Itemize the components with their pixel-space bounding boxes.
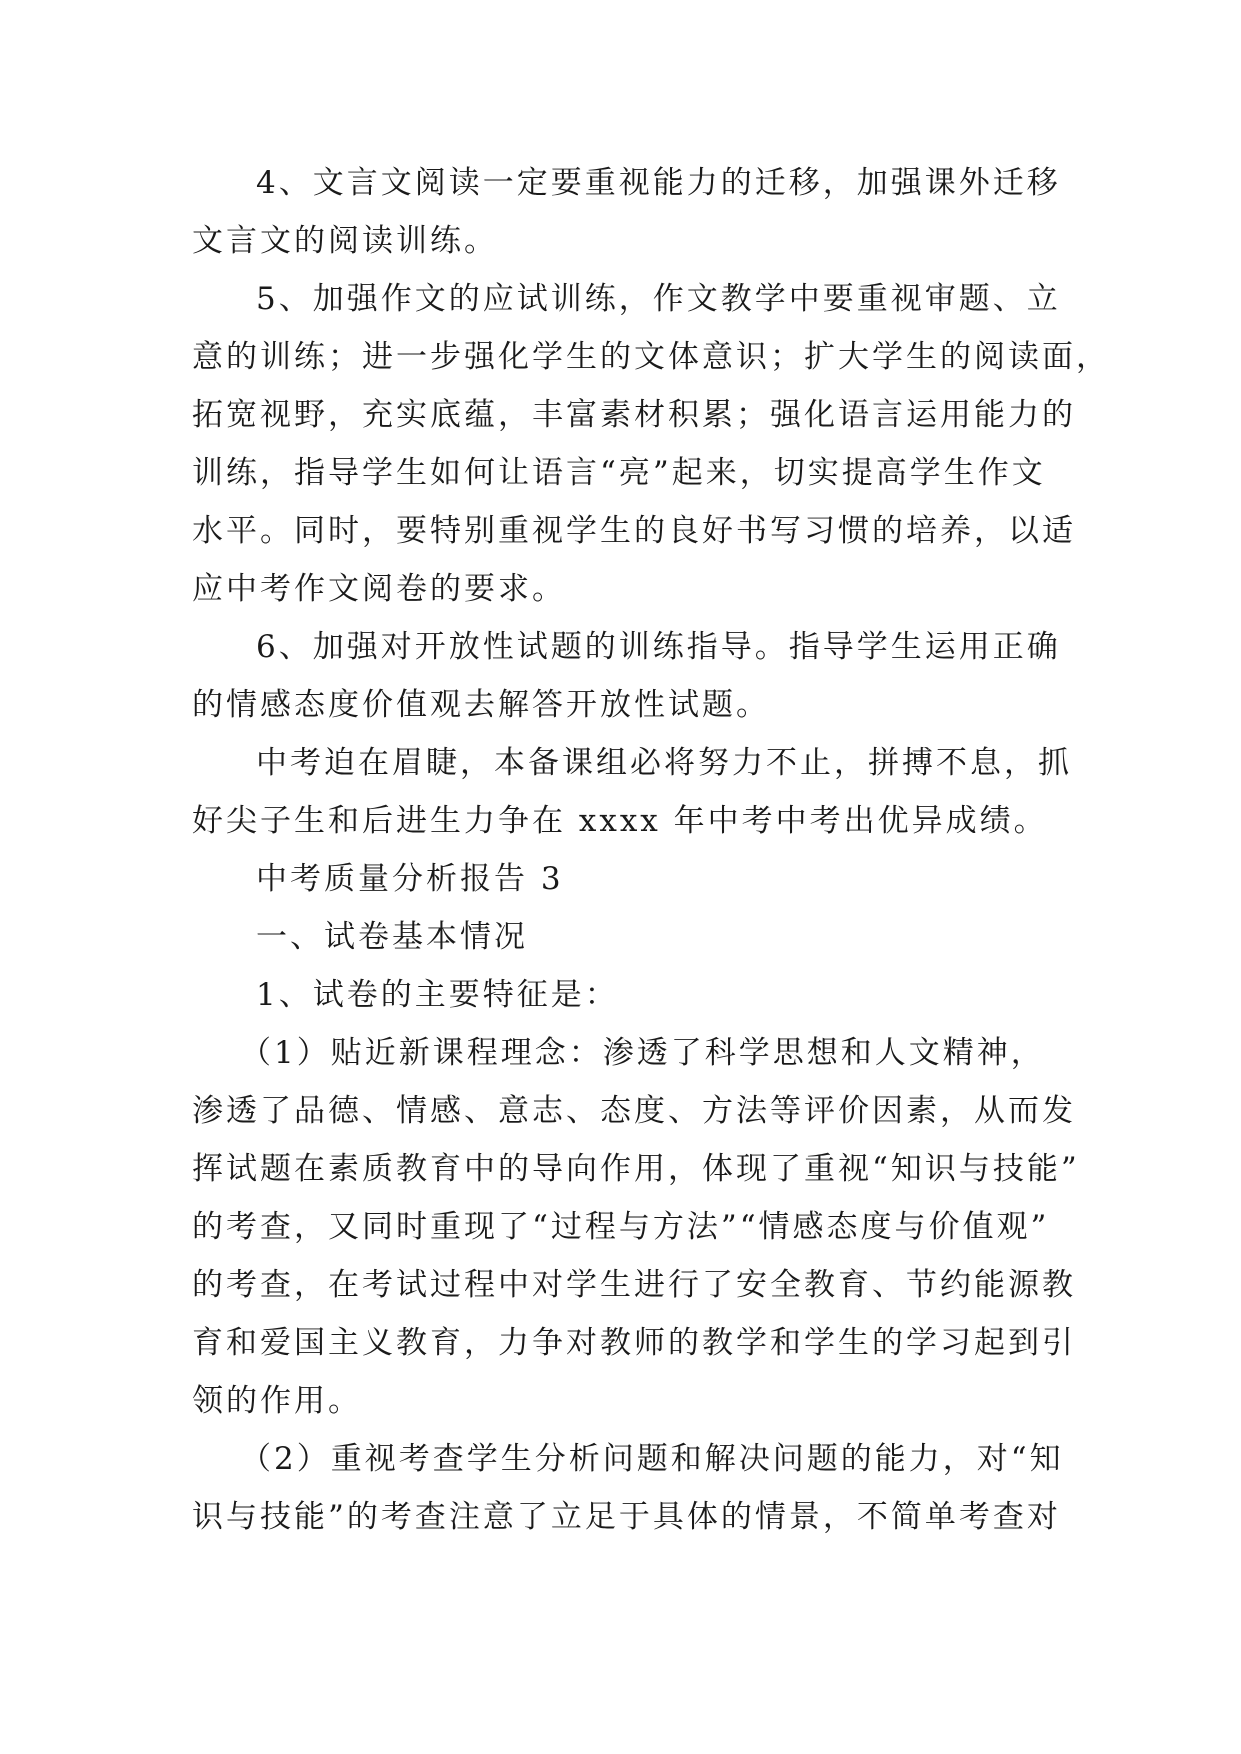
text-line: 挥试题在素质教育中的导向作用，体现了重视“知识与技能” — [192, 1151, 1080, 1187]
text-line: 识与技能”的考查注意了立足于具体的情景，不简单考查对 — [192, 1499, 1061, 1535]
text-line: 意的训练；进一步强化学生的文体意识；扩大学生的阅读面， — [192, 339, 1110, 375]
text-line: 4、文言文阅读一定要重视能力的迁移，加强课外迁移 — [256, 165, 1061, 201]
document-page — [192, 154, 1110, 1546]
paragraph-feature-1 — [192, 1024, 1080, 1430]
text-line: 6、加强对开放性试题的训练指导。指导学生运用正确 — [256, 629, 1061, 665]
heading-line: 一、试卷基本情况 — [256, 919, 528, 955]
paragraph-4 — [192, 154, 1061, 270]
text-line: 拓宽视野，充实底蕴，丰富素材积累；强化语言运用能力的 — [192, 397, 1076, 433]
text-line: 文言文的阅读训练。 — [192, 223, 498, 259]
text-line: 中考迫在眉睫，本备课组必将努力不止，拼搏不息，抓 — [256, 745, 1072, 781]
text-line: 应中考作文阅卷的要求。 — [192, 571, 566, 607]
text-line: 的考查，又同时重现了“过程与方法”“情感态度与价值观” — [192, 1209, 1050, 1245]
text-line: 的考查，在考试过程中对学生进行了安全教育、节约能源教 — [192, 1267, 1076, 1303]
text-line: 领的作用。 — [192, 1383, 362, 1419]
section-heading-1 — [192, 908, 1054, 966]
text-line: 训练，指导学生如何让语言“亮”起来，切实提高学生作文 — [192, 455, 1046, 491]
heading-line: 中考质量分析报告 3 — [256, 861, 564, 897]
text-line: （1）贴近新课程理念：渗透了科学思想和人文精神， — [240, 1035, 1045, 1071]
report-heading — [192, 850, 1054, 908]
heading-line: 1、试卷的主要特征是： — [256, 977, 619, 1013]
text-line: 育和爱国主义教育，力争对教师的教学和学生的学习起到引 — [192, 1325, 1076, 1361]
text-line: （2）重视考查学生分析问题和解决问题的能力，对“知 — [240, 1441, 1064, 1477]
text-line: 好尖子生和后进生力争在 xxxx 年中考中考出优异成绩。 — [192, 803, 1048, 839]
text-line: 渗透了品德、情感、意志、态度、方法等评价因素，从而发 — [192, 1093, 1076, 1129]
subsection-heading-1 — [192, 966, 1054, 1024]
text-line: 5、加强作文的应试训练，作文教学中要重视审题、立 — [256, 281, 1061, 317]
paragraph-5 — [192, 270, 1110, 618]
paragraph-6 — [192, 618, 1061, 734]
paragraph-feature-2 — [192, 1430, 1064, 1546]
text-line: 水平。同时，要特别重视学生的良好书写习惯的培养，以适 — [192, 513, 1076, 549]
paragraph-closing — [192, 734, 1072, 850]
text-line: 的情感态度价值观去解答开放性试题。 — [192, 687, 770, 723]
